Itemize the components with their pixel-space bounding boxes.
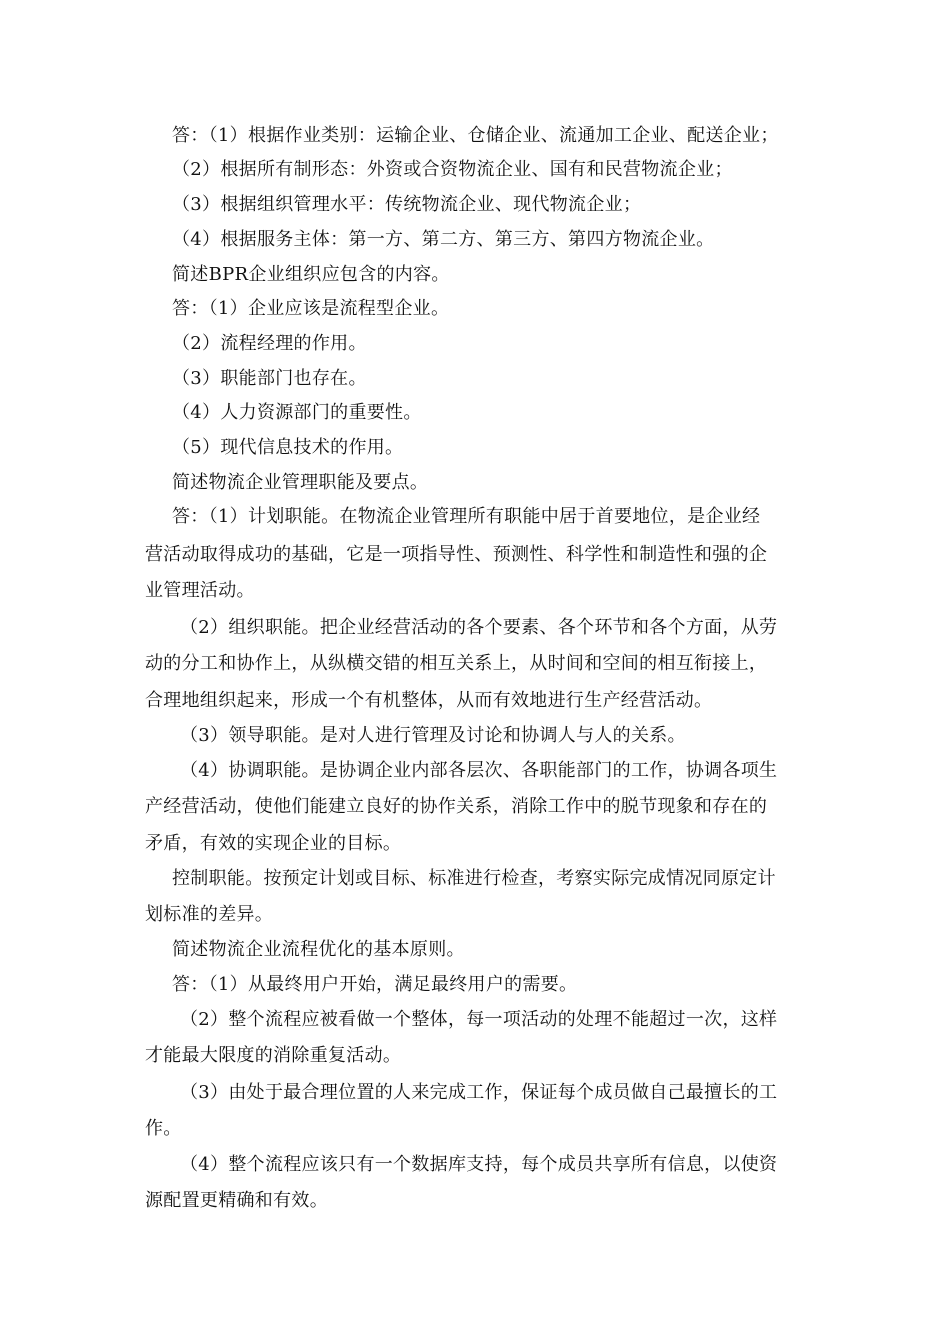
answer-line: 才能最大限度的消除重复活动。: [145, 1045, 402, 1066]
answer-line: （2）根据所有制形态：外资或合资物流企业、国有和民营物流企业；: [172, 159, 733, 180]
answer-line: （4）整个流程应该只有一个数据库支持，每个成员共享所有信息，以使资: [180, 1154, 778, 1175]
answer-line: （4）根据服务主体：第一方、第二方、第三方、第四方物流企业。: [172, 229, 715, 250]
answer-line: （3）职能部门也存在。: [172, 368, 367, 389]
answer-line: 答：（1）计划职能。在物流企业管理所有职能中居于首要地位，是企业经: [172, 506, 761, 527]
question-line: 简述物流企业管理职能及要点。: [172, 472, 429, 493]
answer-line: 答：（1）企业应该是流程型企业。: [172, 298, 450, 319]
answer-line: 控制职能。按预定计划或目标、标准进行检查，考察实际完成情况同原定计: [172, 868, 776, 889]
answer-line: 合理地组织起来，形成一个有机整体，从而有效地进行生产经营活动。: [145, 690, 713, 711]
answer-line: （3）根据组织管理水平：传统物流企业、现代物流企业；: [172, 194, 642, 215]
question-line: 简述BPR企业组织应包含的内容。: [172, 264, 450, 285]
answer-line: （4）协调职能。是协调企业内部各层次、各职能部门的工作，协调各项生: [180, 760, 778, 781]
answer-line: 源配置更精确和有效。: [145, 1190, 328, 1211]
answer-line: （3）由处于最合理位置的人来完成工作，保证每个成员做自己最擅长的工: [180, 1082, 778, 1103]
answer-line: （4）人力资源部门的重要性。: [172, 402, 422, 423]
answer-line: （2）整个流程应被看做一个整体，每一项活动的处理不能超过一次，这样: [180, 1009, 778, 1030]
answer-line: 产经营活动，使他们能建立良好的协作关系，消除工作中的脱节现象和存在的: [145, 796, 768, 817]
answer-line: 答：（1）根据作业类别：运输企业、仓储企业、流通加工企业、配送企业；: [172, 125, 779, 146]
answer-line: （2）流程经理的作用。: [172, 333, 367, 354]
answer-line: （5）现代信息技术的作用。: [172, 437, 404, 458]
answer-line: 营活动取得成功的基础，它是一项指导性、预测性、科学性和制造性和强的企: [145, 544, 768, 565]
answer-line: （2）组织职能。把企业经营活动的各个要素、各个环节和各个方面，从劳: [180, 617, 778, 638]
answer-line: 作。: [145, 1118, 182, 1139]
answer-line: 答：（1）从最终用户开始，满足最终用户的需要。: [172, 974, 578, 995]
answer-line: 划标准的差异。: [145, 904, 274, 925]
answer-line: 动的分工和协作上，从纵横交错的相互关系上，从时间和空间的相互衔接上，: [145, 653, 768, 674]
answer-line: 业管理活动。: [145, 580, 255, 601]
answer-line: 矛盾，有效的实现企业的目标。: [145, 833, 402, 854]
question-line: 简述物流企业流程优化的基本原则。: [172, 939, 465, 960]
answer-line: （3）领导职能。是对人进行管理及讨论和协调人与人的关系。: [180, 725, 686, 746]
